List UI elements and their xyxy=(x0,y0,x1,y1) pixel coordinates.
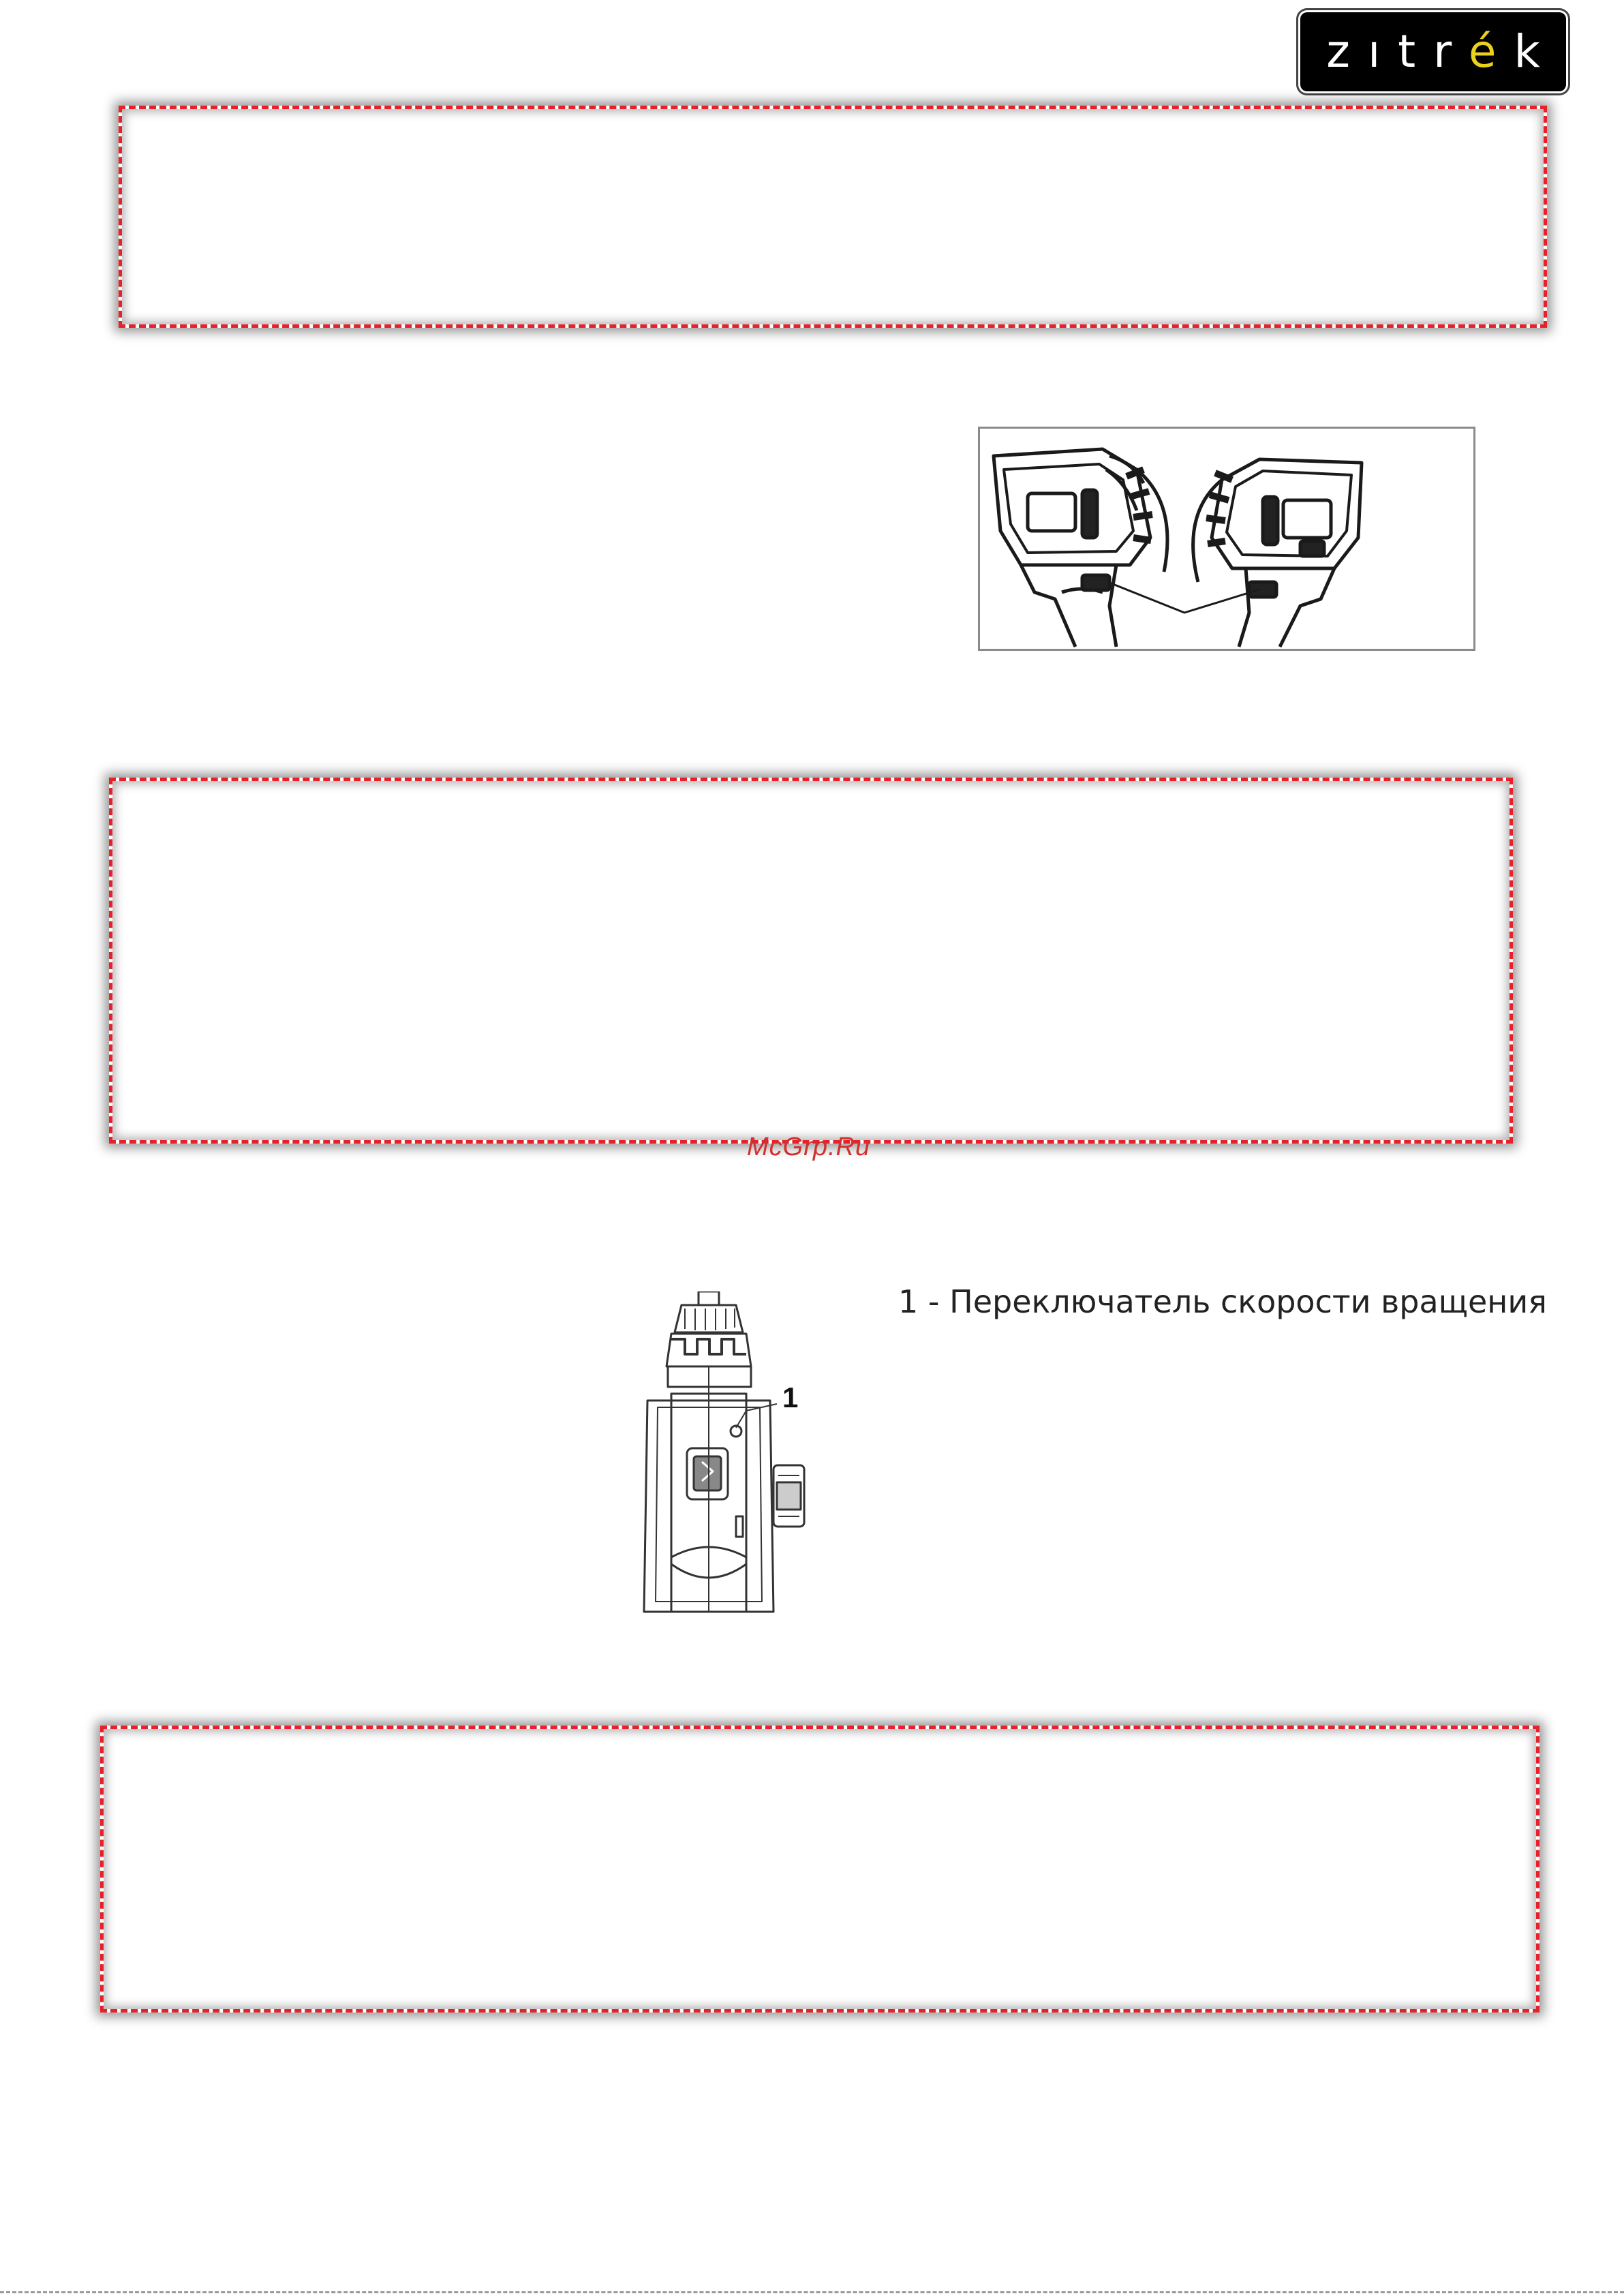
drill-direction-figure xyxy=(978,427,1475,651)
page-bottom-divider xyxy=(0,2291,1624,2293)
brand-logo xyxy=(1300,12,1566,91)
notice-box-1 xyxy=(119,106,1547,328)
brand-logo-text: zıtrék xyxy=(1326,25,1558,78)
speed-switch-callout-number: 1 xyxy=(782,1381,799,1413)
watermark-text: McGrp.Ru xyxy=(747,1133,871,1161)
drill-heads-illustration xyxy=(980,429,1473,649)
figure-caption: 1 - Переключатель скорости вращения xyxy=(898,1283,1547,1320)
drill-top-view-illustration xyxy=(634,1291,818,1619)
notice-box-2 xyxy=(109,778,1513,1144)
speed-switch-figure xyxy=(634,1291,818,1619)
notice-box-3 xyxy=(100,1726,1539,2012)
